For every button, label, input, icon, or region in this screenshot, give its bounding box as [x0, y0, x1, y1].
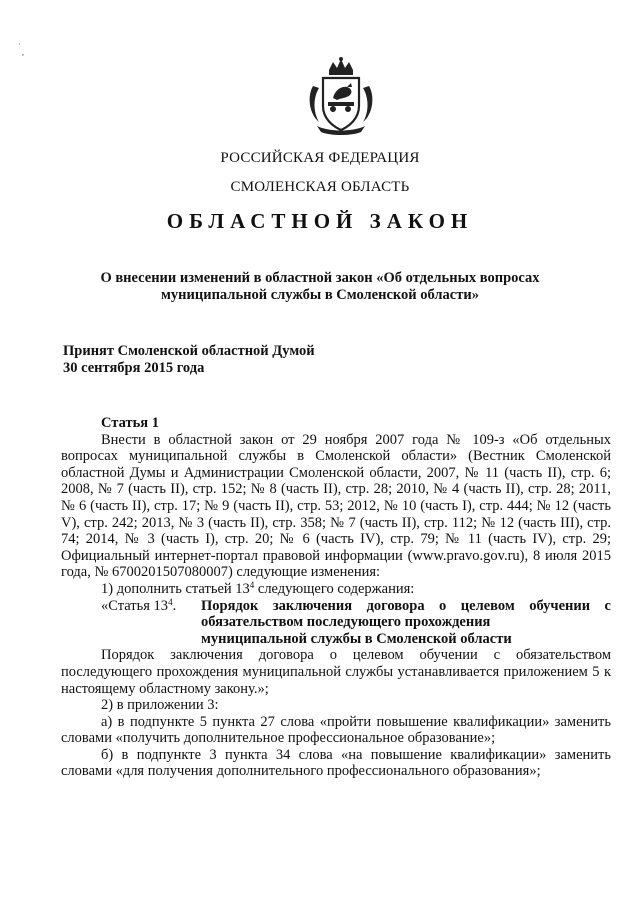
new-article-label-post: .	[172, 597, 177, 614]
scan-speck: ,	[22, 48, 24, 57]
law-subject-line-1: О внесении изменений в областной закон «Об отдельных вопросах	[100, 270, 540, 286]
header-country: РОССИЙСКАЯ ФЕДЕРАЦИЯ	[220, 150, 420, 166]
amendment-item-1-text: 1) дополнить статьей 13	[101, 580, 250, 597]
document-type-title: ОБЛАСТНОЙ ЗАКОН	[166, 209, 474, 233]
amendment-item-2: 2) в приложении 3:	[101, 697, 219, 714]
amendment-item-1	[61, 581, 611, 598]
new-article-title-end: муниципальной службы в Смоленской области	[201, 630, 512, 647]
law-subject	[0, 270, 640, 304]
new-article-heading	[61, 598, 611, 631]
new-article-title: Порядок заключения договора о целевом обучении с обязательством последующего прохождения	[201, 597, 611, 631]
amendment-item-2b: б) в подпункте 3 пункта 34 слова «на повышение квалификации» заменить словами «для получения дополнительного профессионального образования»;	[61, 746, 611, 780]
new-article-label-text: «Статья 13	[101, 597, 169, 614]
new-article-label	[61, 598, 201, 631]
header-region: СМОЛЕНСКАЯ ОБЛАСТЬ	[230, 179, 410, 195]
article-heading: Статья 1	[101, 415, 159, 431]
new-article-body: Порядок заключения договора о целевом обучении с обязательством последующего прохождения муниципальной службы устанавливается приложением 5 к настоящему областному закону.»;	[61, 647, 611, 697]
new-article-label-sup: 4	[168, 596, 173, 607]
smolensk-coat-of-arms-icon	[303, 56, 379, 136]
article-1	[61, 415, 611, 780]
adoption-info	[63, 343, 315, 377]
article-intro-paragraph: Внести в областной закон от 29 ноября 2007 года № 109-з «Об отдельных вопросах муниципальной службы в Смоленской области» (Вестник Смоленской областной Думы и Администрации Смоленской области, 2007, № 11 (часть II), стр. 6; 2008, № 7 (часть II), стр. 152; № 8 (часть II), стр. 28; 2010, № 4 (часть II), стр. 28; 2011, № 6 (часть II), стр. 17; № 9 (часть II), стр. 53; 2012, № 10 (часть I), стр. 444; № 12 (часть V), стр. 242; 2013, № 3 (часть II), стр. 358; № 7 (часть II), стр. 112; № 12 (часть III), стр. 74; 2014, № 3 (часть I), стр. 20; № 6 (часть IV), стр. 79; № 11 (часть IV), стр. 29; Официальный интернет-портал правовой информации (www.pravo.gov.ru), 8 июля 2015 года, № 6700201507080007) следующие изменения:	[61, 431, 611, 581]
amendment-item-1-post: следующего содержания:	[254, 580, 415, 597]
law-subject-line-2: муниципальной службы в Смоленской области»	[161, 287, 479, 303]
adoption-body: Принят Смоленской областной Думой	[63, 343, 315, 359]
amendment-item-2a: а) в подпункте 5 пункта 27 слова «пройти повышение квалификации» заменить словами «получить дополнительное профессиональное образование»;	[61, 713, 611, 747]
adoption-date: 30 сентября 2015 года	[63, 360, 205, 376]
amendment-item-1-sup: 4	[249, 579, 255, 590]
scan-speck: ·	[18, 40, 21, 49]
